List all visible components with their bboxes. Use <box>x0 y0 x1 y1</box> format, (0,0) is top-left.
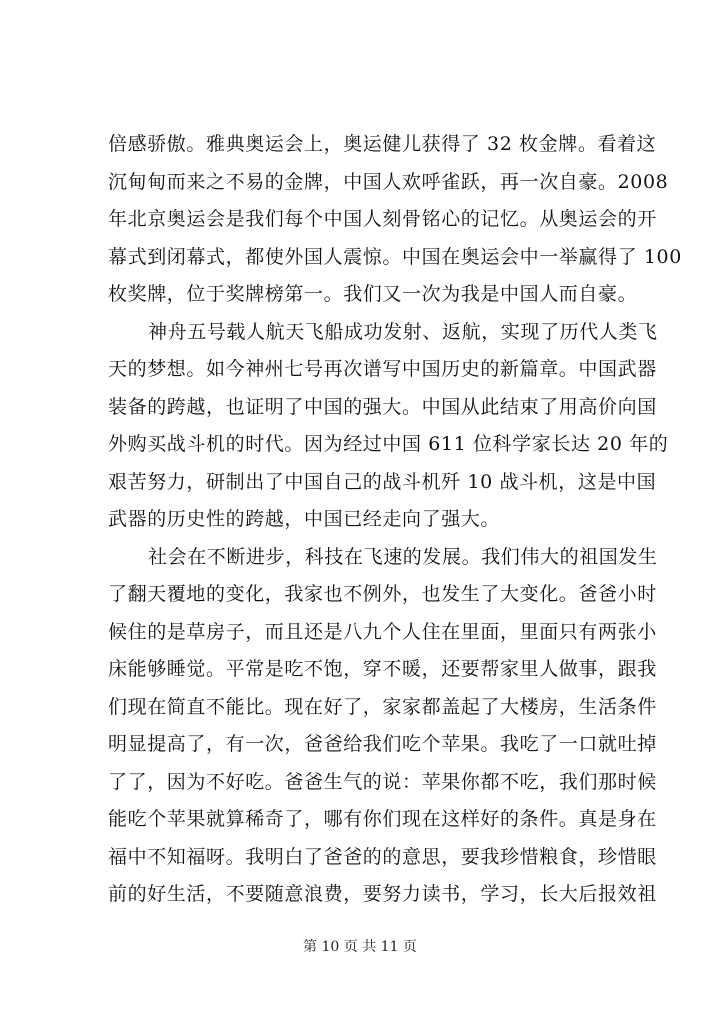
text-line: 幕式到闭幕式，都使外国人震惊。中国在奥运会中一举赢得了 100 <box>108 245 682 268</box>
text-line: 天的梦想。如今神州七号再次谱写中国历史的新篇章。中国武器 <box>108 358 657 380</box>
text-line: 了了，因为不好吃。爸爸生气的说：苹果你都不吃，我们那时候 <box>108 770 657 793</box>
text-line: 装备的跨越，也证明了中国的强大。中国从此结束了用高价向国 <box>108 395 657 418</box>
page-footer: 第 10 页 共 11 页 <box>303 939 417 955</box>
paragraph-1 <box>108 126 682 314</box>
text-line: 明显提高了，有一次，爸爸给我们吃个苹果。我吃了一口就吐掉 <box>108 733 657 755</box>
text-line: 沉甸甸而来之不易的金牌，中国人欢呼雀跃，再一次自豪。2008 <box>108 170 669 193</box>
paragraph-2 <box>108 314 669 539</box>
text-line: 候住的是草房子，而且还是八九个人住在里面，里面只有两张小 <box>108 620 657 643</box>
text-line: 外购买战斗机的时代。因为经过中国 611 位科学家长达 20 年的 <box>108 433 669 455</box>
text-line: 倍感骄傲。雅典奥运会上，奥运健儿获得了 32 枚金牌。看着这 <box>108 133 657 155</box>
text-line: 能吃个苹果就算稀奇了，哪有你们现在这样好的条件。真是身在 <box>108 808 657 830</box>
paragraph-3 <box>108 539 658 914</box>
text-line: 前的好生活，不要随意浪费，要努力读书，学习，长大后报效祖 <box>108 883 657 905</box>
text-line: 年北京奥运会是我们每个中国人刻骨铭心的记忆。从奥运会的开 <box>108 208 657 230</box>
text-line: 床能够睡觉。平常是吃不饱，穿不暖，还要帮家里人做事，跟我 <box>108 658 657 680</box>
body-text <box>108 126 682 914</box>
text-line: 了翻天覆地的变化，我家也不例外，也发生了大变化。爸爸小时 <box>108 583 657 605</box>
text-line: 社会在不断进步，科技在飞速的发展。我们伟大的祖国发生 <box>148 545 658 568</box>
text-line: 福中不知福呀。我明白了爸爸的的意思，要我珍惜粮食，珍惜眼 <box>108 845 657 868</box>
text-line: 们现在简直不能比。现在好了，家家都盖起了大楼房，生活条件 <box>108 695 657 718</box>
text-line: 武器的历史性的跨越，中国已经走向了强大。 <box>108 508 501 530</box>
text-line: 艰苦努力，研制出了中国自己的战斗机歼 10 战斗机，这是中国 <box>108 470 657 493</box>
text-line: 神舟五号载人航天飞船成功发射、返航，实现了历代人类飞 <box>148 320 658 343</box>
text-line: 枚奖牌，位于奖牌榜第一。我们又一次为我是中国人而自豪。 <box>108 283 638 305</box>
